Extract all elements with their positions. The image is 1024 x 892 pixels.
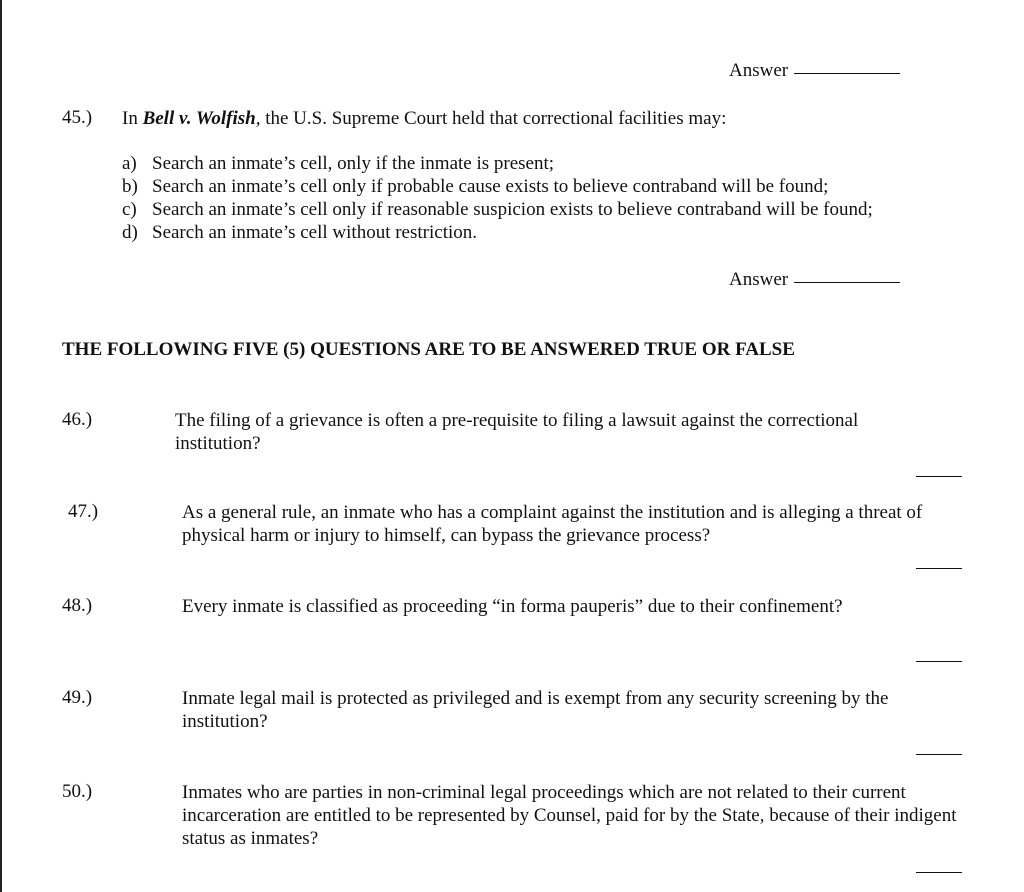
question-number-50: 50.) <box>62 781 93 802</box>
question-45-text <box>122 107 726 130</box>
option-text: Search an inmate’s cell only if probable cause exists to believe contraband will be found; <box>152 176 829 197</box>
option-d <box>122 221 477 244</box>
answer-blank-47[interactable] <box>916 568 962 569</box>
answer-label: Answer <box>729 269 789 290</box>
question-45-text-post: , the U.S. Supreme Court held that correctional facilities may: <box>255 108 727 129</box>
question-number-47: 47.) <box>68 501 99 522</box>
question-46-text: The filing of a grievance is often a pre-requisite to filing a lawsuit against the correctional institution? <box>175 410 859 454</box>
case-name: Bell v. Wolfish <box>142 108 256 129</box>
question-47-text: As a general rule, an inmate who has a complaint against the institution and is alleging a threat of physical harm or injury to himself, can bypass the grievance process? <box>182 502 923 546</box>
option-letter: b) <box>122 176 138 197</box>
question-48-text: Every inmate is classified as proceeding “in forma pauperis” due to their confinement? <box>182 596 843 617</box>
answer-blank-48[interactable] <box>916 661 962 662</box>
question-50-text: Inmates who are parties in non-criminal legal proceedings which are not related to their current incarceration are entitled to be represented by Counsel, paid for by the State, because of their indigent status as inmates? <box>182 782 957 849</box>
option-a <box>122 152 554 175</box>
option-text: Search an inmate’s cell without restriction. <box>152 222 478 243</box>
option-letter: a) <box>122 153 137 174</box>
option-text: Search an inmate’s cell only if reasonable suspicion exists to believe contraband will be found; <box>152 199 873 220</box>
question-number-46: 46.) <box>62 409 93 430</box>
section-heading: THE FOLLOWING FIVE (5) QUESTIONS ARE TO BE ANSWERED TRUE OR FALSE <box>62 339 795 360</box>
answer-blank-49[interactable] <box>916 754 962 755</box>
question-number-48: 48.) <box>62 595 93 616</box>
question-number-45: 45.) <box>62 107 93 128</box>
answer-label: Answer <box>729 60 789 81</box>
option-b <box>122 175 828 198</box>
answer-blank-line[interactable] <box>794 281 900 283</box>
question-49-text: Inmate legal mail is protected as privileged and is exempt from any security screening by the institution? <box>182 688 889 732</box>
question-45-text-pre: In <box>122 108 143 129</box>
option-letter: d) <box>122 222 138 243</box>
option-text: Search an inmate’s cell, only if the inmate is present; <box>152 153 555 174</box>
answer-blank-line[interactable] <box>794 72 900 74</box>
option-c <box>122 198 873 221</box>
answer-blank-50[interactable] <box>916 872 962 873</box>
page-left-border <box>0 0 2 892</box>
answer-field-q45[interactable] <box>729 269 900 291</box>
option-letter: c) <box>122 199 137 220</box>
answer-field-q44[interactable] <box>729 60 900 82</box>
question-number-49: 49.) <box>62 687 93 708</box>
answer-blank-46[interactable] <box>916 476 962 477</box>
